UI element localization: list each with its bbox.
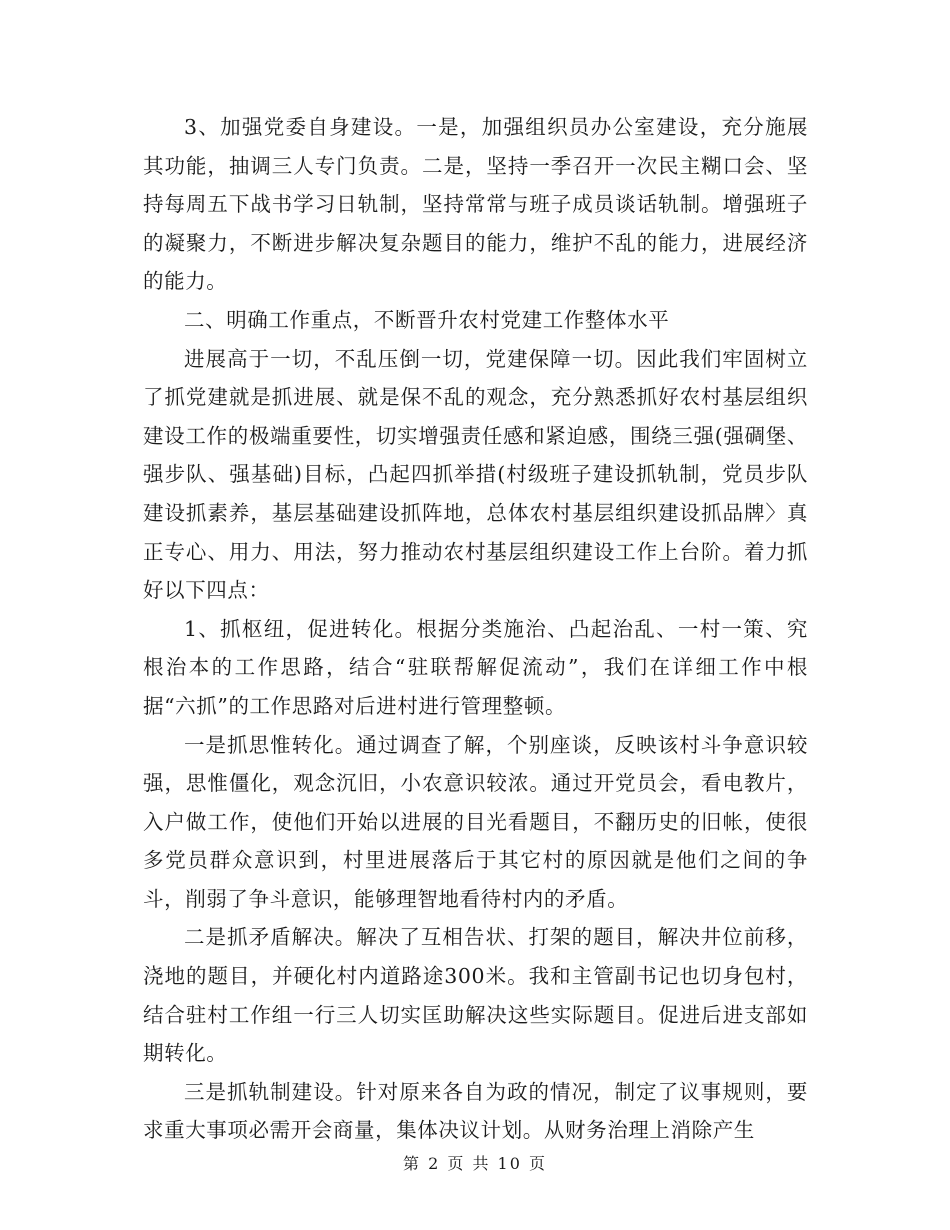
paragraph-system-building: 三是抓轨制建设。针对原来各自为政的情况，制定了议事规则，要求重大事项必需开会商量，集体决议计划。从财务治理上消除产生 [143, 1079, 808, 1143]
paragraph-strengthen-party-committee: 3、加强党委自身建设。一是，加强组织员办公室建设，充分施展其功能，抽调三人专门负责。二是，坚持一季召开一次民主糊口会、坚持每周五下战书学习日轨制，坚持常常与班子成员谈话轨制。增强班子的凝聚力，不断进步解决复杂题目的能力，维护不乱的能力，进展经济的能力。 [143, 115, 808, 294]
page-number-footer: 第 2 页 共 10 页 [403, 1154, 547, 1173]
section-heading-work-focus: 二、明确工作重点，不断晋升农村党建工作整体水平 [184, 307, 670, 332]
document-body [143, 108, 808, 1150]
paragraph-point-1-transformation: 1、抓枢纽，促进转化。根据分类施治、凸起治乱、一村一策、究根治本的工作思路，结合“驻联帮解促流动”，我们在详细工作中根据“六抓”的工作思路对后进村进行管理整顿。 [143, 616, 808, 718]
paragraph-thinking-transformation: 一是抓思惟转化。通过调查了解，个别座谈，反映该村斗争意识较强，思惟僵化，观念沉旧，小农意识较浓。通过开党员会，看电教片，入户做工作，使他们开始以进展的目光看题目，不翻历史的旧帐，使很多党员群众意识到，村里进展落后于其它村的原因就是他们之间的争斗，削弱了争斗意识，能够理智地看待村内的矛盾。 [143, 732, 808, 911]
paragraph-development-priority: 进展高于一切，不乱压倒一切，党建保障一切。因此我们牢固树立了抓党建就是抓进展、就是保不乱的观念，充分熟悉抓好农村基层组织建设工作的极端重要性，切实增强责任感和紧迫感，围绕三强(强碉堡、强步队、强基础)目标，凸起四抓举措(村级班子建设抓轨制，党员步队建设抓素养，基层基础建设抓阵地，总体农村基层组织建设抓品牌〉真正专心、用力、用法，努力推动农村基层组织建设工作上台阶。着力抓好以下四点： [143, 346, 808, 603]
paragraph-conflict-resolution: 二是抓矛盾解决。解决了互相告状、打架的题目，解决井位前移，浇地的题目，并硬化村内道路途300米。我和主管副书记也切身包村，结合驻村工作组一行三人切实匡助解决这些实际题目。促进后进支部如期转化。 [143, 925, 808, 1066]
